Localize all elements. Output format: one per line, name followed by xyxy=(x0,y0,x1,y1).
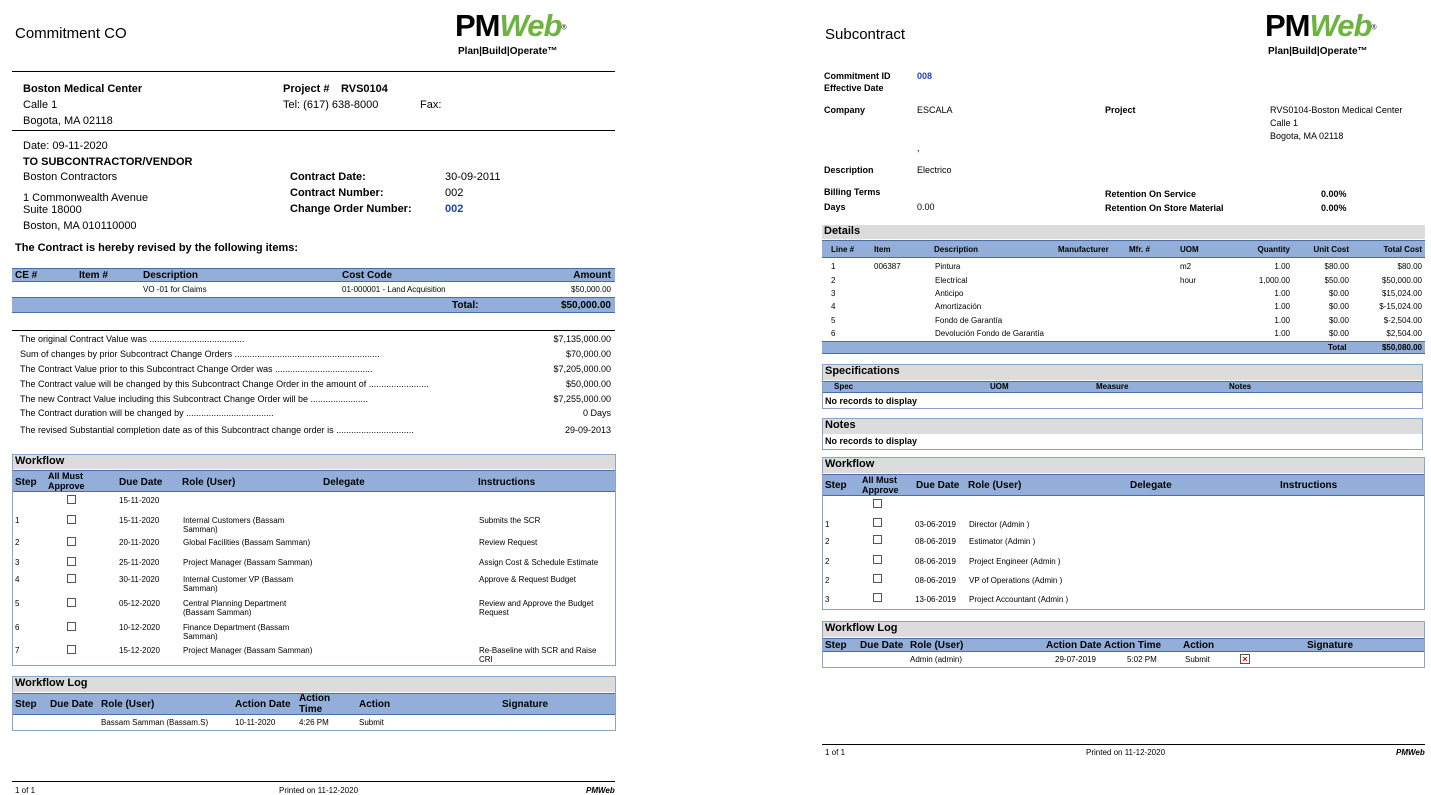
vendor-address2: Suite 18000 xyxy=(23,204,82,216)
document-date: Date: 09-11-2020 xyxy=(23,140,108,152)
summary-value: $50,000.00 xyxy=(565,379,611,389)
contract-number-label: Contract Number: xyxy=(290,187,384,199)
contract-date-label: Contract Date: xyxy=(290,171,366,183)
all-must-approve-checkbox[interactable] xyxy=(873,555,882,564)
wf-step: 7 xyxy=(15,646,20,655)
all-must-approve-checkbox[interactable] xyxy=(67,515,76,524)
project-label: Project xyxy=(1105,105,1136,115)
footer-page: 1 of 1 xyxy=(15,786,36,795)
det-total-cost: $15,024.00 xyxy=(1381,289,1422,298)
total-value: $50,000.00 xyxy=(560,300,611,311)
log-col-action-date: Action Date xyxy=(235,699,291,710)
summary-label: The Contract Value prior to this Subcontract Change Order was ....................................... xyxy=(20,364,373,374)
det-total-cost: $-15,024.00 xyxy=(1379,302,1422,311)
specs-empty: No records to display xyxy=(825,396,918,406)
vendor-name: Boston Contractors xyxy=(23,171,118,183)
summary-value: 0 Days xyxy=(582,408,611,418)
col-item: Item # xyxy=(79,270,108,281)
wf-role: Internal Customers (Bassam xyxy=(183,516,285,525)
retention-service-label: Retention On Service xyxy=(1105,189,1197,199)
summary-label: The Contract value will be changed by this Subcontract Change Order in the amount of ........................ xyxy=(20,379,429,389)
wf-step: 3 xyxy=(15,558,20,567)
wf-role: Project Accountant (Admin ) xyxy=(969,595,1069,604)
summary-label: The original Contract Value was ...................................... xyxy=(20,334,245,344)
divider xyxy=(12,130,615,131)
wf-col-role: Role (User) xyxy=(968,480,1022,491)
summary-label: The Contract duration will be changed by ................................... xyxy=(20,408,274,418)
log-col-action-time2: Time xyxy=(299,704,323,715)
log-action-date: 10-11-2020 xyxy=(235,718,276,727)
summary-value: $7,255,000.00 xyxy=(553,394,611,404)
wf-instructions: Re-Baseline with SCR and Raise xyxy=(479,646,597,655)
wf-instructions: Submits the SCR xyxy=(479,516,541,525)
pmweb-logo: PMWeb® xyxy=(1265,8,1377,43)
owner-city: Bogota, MA 02118 xyxy=(23,115,113,127)
log-col-due-date: Due Date xyxy=(50,699,94,710)
page-title: Subcontract xyxy=(825,26,906,43)
footer-brand: PMWeb xyxy=(1396,748,1425,757)
all-must-approve-checkbox[interactable] xyxy=(67,557,76,566)
log-role: Bassam Samman (Bassam.S) xyxy=(101,718,209,727)
wf-due-date: 15-11-2020 xyxy=(119,516,160,525)
wf-step: 2 xyxy=(825,576,830,585)
all-must-approve-checkbox[interactable] xyxy=(67,574,76,583)
vendor-city: Boston, MA 010110000 xyxy=(23,220,137,232)
wf-due-date: 08-06-2019 xyxy=(915,576,956,585)
wf-due-date: 15-12-2020 xyxy=(119,646,160,655)
wf-col-due-date: Due Date xyxy=(916,480,960,491)
all-must-approve-checkbox[interactable] xyxy=(873,518,882,527)
det-description: Amortización xyxy=(935,302,982,311)
wf-role: VP of Operations (Admin ) xyxy=(969,576,1063,585)
log-col-action-date: Action Date xyxy=(1046,640,1102,651)
all-must-approve-checkbox[interactable] xyxy=(873,535,882,544)
det-col-unit-cost: Unit Cost xyxy=(1313,245,1349,254)
wf-due-date: 08-06-2019 xyxy=(915,537,956,546)
wf-due-date: 15-11-2020 xyxy=(119,496,160,505)
log-col-signature: Signature xyxy=(502,699,549,710)
spec-col-spec: Spec xyxy=(834,382,854,391)
all-must-approve-checkbox[interactable] xyxy=(873,499,882,508)
log-col-role: Role (User) xyxy=(101,699,155,710)
det-item: 006387 xyxy=(874,262,901,271)
det-total-cost: $-2,504.00 xyxy=(1383,316,1422,325)
det-unit-cost: $0.00 xyxy=(1328,329,1349,338)
commitment-co-page xyxy=(0,0,625,795)
col-description: Description xyxy=(143,270,199,281)
det-quantity: 1,000.00 xyxy=(1258,276,1290,285)
footer-page: 1 of 1 xyxy=(825,748,846,757)
all-must-approve-checkbox[interactable] xyxy=(67,622,76,631)
wf-role-cont: Samman) xyxy=(183,525,218,534)
log-action: Submit xyxy=(1185,655,1210,664)
footer-printed: Printed on 11-12-2020 xyxy=(1086,748,1166,757)
wf-due-date: 05-12-2020 xyxy=(119,599,160,608)
wf-step: 2 xyxy=(15,538,20,547)
det-quantity: 1.00 xyxy=(1274,329,1290,338)
det-col-line: Line # xyxy=(831,245,855,254)
det-uom: m2 xyxy=(1180,262,1192,271)
wf-instructions: Approve & Request Budget xyxy=(479,575,576,584)
retention-store-value: 0.00% xyxy=(1321,203,1347,213)
item-cost-code: 01-000001 - Land Acquisition xyxy=(342,285,446,294)
summary-label: Sum of changes by prior Subcontract Change Orders .......................................................... xyxy=(20,349,380,359)
retention-service-value: 0.00% xyxy=(1321,189,1347,199)
company-value: ESCALA xyxy=(917,105,953,115)
log-col-due-date: Due Date xyxy=(860,640,904,651)
billing-terms-label: Billing Terms xyxy=(824,187,881,197)
commitment-id-link[interactable]: 008 xyxy=(917,71,933,81)
wf-col-delegate: Delegate xyxy=(1130,480,1172,491)
det-description: Pintura xyxy=(935,262,961,271)
log-col-action-time: Action Time xyxy=(1104,640,1162,651)
wf-instructions: Assign Cost & Schedule Estimate xyxy=(479,558,599,567)
description-value: Electrico xyxy=(917,165,952,175)
wf-due-date: 08-06-2019 xyxy=(915,557,956,566)
wf-col-approve: Approve xyxy=(48,481,85,491)
revised-statement: The Contract is hereby revised by the following items: xyxy=(15,242,299,254)
wf-role: Global Facilities (Bassam Samman) xyxy=(183,538,311,547)
det-line: 4 xyxy=(831,302,836,311)
commitment-id-label: Commitment ID xyxy=(824,71,891,81)
summary-value: 29-09-2013 xyxy=(564,425,611,435)
workflow-title: Workflow xyxy=(13,455,615,469)
wf-role-cont: Samman) xyxy=(183,584,218,593)
owner-name: Boston Medical Center xyxy=(23,83,143,95)
wf-step: 1 xyxy=(825,520,830,529)
det-col-quantity: Quantity xyxy=(1257,245,1290,254)
det-col-mfr-number: Mfr. # xyxy=(1129,245,1150,254)
wf-due-date: 25-11-2020 xyxy=(119,558,160,567)
company-address-dot: , xyxy=(917,143,920,153)
summary-value: $70,000.00 xyxy=(565,349,611,359)
item-amount: $50,000.00 xyxy=(570,285,611,294)
project-line-1: RVS0104-Boston Medical Center xyxy=(1270,105,1403,115)
footer-printed: Printed on 11-12-2020 xyxy=(279,786,359,795)
divider xyxy=(12,71,615,72)
det-unit-cost: $0.00 xyxy=(1328,302,1349,311)
project-line-2: Calle 1 xyxy=(1270,118,1299,128)
det-line: 1 xyxy=(831,262,836,271)
log-action: Submit xyxy=(359,718,384,727)
contract-number: 002 xyxy=(445,187,464,199)
change-order-number-link[interactable]: 002 xyxy=(445,203,464,215)
wf-role: Project Manager (Bassam Samman) xyxy=(183,558,313,567)
logo-tagline: Plan|Build|Operate™ xyxy=(1268,46,1368,57)
wf-instructions: Review and Approve the Budget xyxy=(479,599,594,608)
wf-instructions-cont: Request xyxy=(479,608,509,617)
contract-date: 30-09-2011 xyxy=(445,171,501,183)
col-amount: Amount xyxy=(573,270,611,281)
company-label: Company xyxy=(824,105,866,115)
spec-col-uom: UOM xyxy=(990,382,1009,391)
footer-brand: PMWeb xyxy=(586,786,615,795)
all-must-approve-checkbox[interactable] xyxy=(873,574,882,583)
project-label: Project # xyxy=(283,83,330,95)
log-col-step: Step xyxy=(825,640,847,651)
log-col-step: Step xyxy=(15,699,37,710)
page-title: Commitment CO xyxy=(15,25,127,42)
det-col-manufacturer: Manufacturer xyxy=(1058,245,1109,254)
wf-role: Project Manager (Bassam Samman) xyxy=(183,646,313,655)
det-quantity: 1.00 xyxy=(1274,302,1290,311)
wf-col-delegate: Delegate xyxy=(323,477,365,488)
wf-due-date: 30-11-2020 xyxy=(119,575,160,584)
wf-step: 4 xyxy=(15,575,20,584)
summary-value: $7,135,000.00 xyxy=(553,334,611,344)
project-line-3: Bogota, MA 02118 xyxy=(1270,131,1344,141)
wf-due-date: 20-11-2020 xyxy=(119,538,160,547)
footer-divider xyxy=(12,781,615,782)
summary-label: The revised Substantial completion date as of this Subcontract change order is ............................... xyxy=(20,425,414,435)
wf-step: 6 xyxy=(15,623,20,632)
det-total-cost: $2,504.00 xyxy=(1386,329,1422,338)
retention-store-label: Retention On Store Material xyxy=(1105,203,1224,213)
days-value: 0.00 xyxy=(917,202,935,212)
workflow-title: Workflow xyxy=(823,458,1424,473)
vendor-address1: 1 Commonwealth Avenue xyxy=(23,192,149,204)
det-quantity: 1.00 xyxy=(1274,289,1290,298)
wf-instructions: Review Request xyxy=(479,538,538,547)
wf-due-date: 13-06-2019 xyxy=(915,595,956,604)
det-col-total-cost: Total Cost xyxy=(1383,245,1422,254)
det-line: 3 xyxy=(831,289,836,298)
wf-col-step: Step xyxy=(15,477,37,488)
fax-label: Fax: xyxy=(420,99,442,111)
wf-due-date: 03-06-2019 xyxy=(915,520,956,529)
effective-date-label: Effective Date xyxy=(824,83,884,93)
log-action-time: 4:26 PM xyxy=(299,718,329,727)
wf-role: Finance Department (Bassam xyxy=(183,623,290,632)
wf-role: Central Planning Department xyxy=(183,599,287,608)
wf-step: 1 xyxy=(15,516,20,525)
all-must-approve-checkbox[interactable] xyxy=(67,645,76,654)
wf-role: Estimator (Admin ) xyxy=(969,537,1036,546)
project-number: RVS0104 xyxy=(341,83,388,95)
wf-instructions-cont: CRI xyxy=(479,655,493,664)
description-label: Description xyxy=(824,165,874,175)
col-ce: CE # xyxy=(15,270,38,281)
all-must-approve-checkbox[interactable] xyxy=(67,537,76,546)
det-unit-cost: $50.00 xyxy=(1324,276,1349,285)
wf-step: 5 xyxy=(15,599,20,608)
logo-tagline: Plan|Build|Operate™ xyxy=(458,46,558,57)
wf-step: 3 xyxy=(825,595,830,604)
notes-title: Notes xyxy=(823,419,1422,434)
det-total-cost: $50,000.00 xyxy=(1381,276,1422,285)
log-role: Admin (admin) xyxy=(910,655,963,664)
det-description: Anticipo xyxy=(935,289,964,298)
pmweb-logo: PMWeb® xyxy=(455,8,567,43)
spec-col-notes: Notes xyxy=(1229,382,1252,391)
total-label: Total: xyxy=(452,300,479,311)
wf-step: 2 xyxy=(825,557,830,566)
summary-value: $7,205,000.00 xyxy=(553,364,611,374)
wf-col-instructions: Instructions xyxy=(1280,480,1338,491)
wf-role: Director (Admin ) xyxy=(969,520,1030,529)
wf-col-all-must: All Must xyxy=(862,475,897,485)
det-line: 5 xyxy=(831,316,836,325)
to-vendor-label: TO SUBCONTRACTOR/VENDOR xyxy=(23,156,193,168)
wf-role: Internal Customer VP (Bassam xyxy=(183,575,294,584)
spec-col-measure: Measure xyxy=(1096,382,1129,391)
details-total-value: $50,080.00 xyxy=(1381,343,1422,352)
wf-due-date: 10-12-2020 xyxy=(119,623,160,632)
log-action-date: 29-07-2019 xyxy=(1055,655,1096,664)
log-col-signature: Signature xyxy=(1307,640,1354,651)
log-action-time: 5:02 PM xyxy=(1127,655,1157,664)
wf-col-instructions: Instructions xyxy=(478,477,536,488)
wf-step: 2 xyxy=(825,537,830,546)
workflow-log-title: Workflow Log xyxy=(823,622,1424,637)
col-cost-code: Cost Code xyxy=(342,270,392,281)
log-col-action-time1: Action xyxy=(299,693,331,704)
det-description: Fondo de Garantía xyxy=(935,316,1003,325)
all-must-approve-checkbox[interactable] xyxy=(67,598,76,607)
specifications-title: Specifications xyxy=(823,365,1422,380)
det-unit-cost: $0.00 xyxy=(1328,289,1349,298)
divider xyxy=(12,330,615,331)
all-must-approve-checkbox[interactable] xyxy=(873,593,882,602)
signature-missing-icon[interactable]: × xyxy=(1240,654,1250,664)
notes-empty: No records to display xyxy=(825,436,918,446)
det-uom: hour xyxy=(1180,276,1197,285)
log-col-action: Action xyxy=(359,699,391,710)
details-title: Details xyxy=(822,225,1425,239)
subcontract-page xyxy=(810,0,1431,795)
summary-label: The new Contract Value including this Subcontract Change Order will be ....................... xyxy=(20,394,368,404)
wf-role-cont: Samman) xyxy=(183,632,218,641)
det-description: Electrical xyxy=(935,276,968,285)
workflow-log-title: Workflow Log xyxy=(13,677,615,692)
wf-col-all-must: All Must xyxy=(48,471,83,481)
wf-col-approve: Approve xyxy=(862,485,899,495)
log-col-action: Action xyxy=(1183,640,1215,651)
wf-col-due-date: Due Date xyxy=(119,477,163,488)
wf-role-cont: (Bassam Samman) xyxy=(183,608,252,617)
details-total-label: Total xyxy=(1328,343,1347,352)
det-quantity: 1.00 xyxy=(1274,262,1290,271)
det-col-item: Item xyxy=(874,245,891,254)
wf-col-step: Step xyxy=(825,480,847,491)
wf-role: Project Engineer (Admin ) xyxy=(969,557,1061,566)
det-line: 6 xyxy=(831,329,836,338)
det-description: Devolución Fondo de Garantía xyxy=(935,329,1044,338)
det-total-cost: $80.00 xyxy=(1397,262,1422,271)
det-col-uom: UOM xyxy=(1180,245,1199,254)
telephone: Tel: (617) 638-8000 xyxy=(283,99,379,111)
det-col-description: Description xyxy=(934,245,979,254)
item-description: VO -01 for Claims xyxy=(143,285,207,294)
wf-col-role: Role (User) xyxy=(182,477,236,488)
det-line: 2 xyxy=(831,276,836,285)
footer-divider xyxy=(822,744,1425,745)
all-must-approve-checkbox[interactable] xyxy=(67,495,76,504)
change-order-number-label: Change Order Number: xyxy=(290,203,412,215)
log-col-role: Role (User) xyxy=(910,640,964,651)
det-unit-cost: $0.00 xyxy=(1328,316,1349,325)
days-label: Days xyxy=(824,202,846,212)
owner-address: Calle 1 xyxy=(23,99,58,111)
det-quantity: 1.00 xyxy=(1274,316,1290,325)
det-unit-cost: $80.00 xyxy=(1324,262,1349,271)
